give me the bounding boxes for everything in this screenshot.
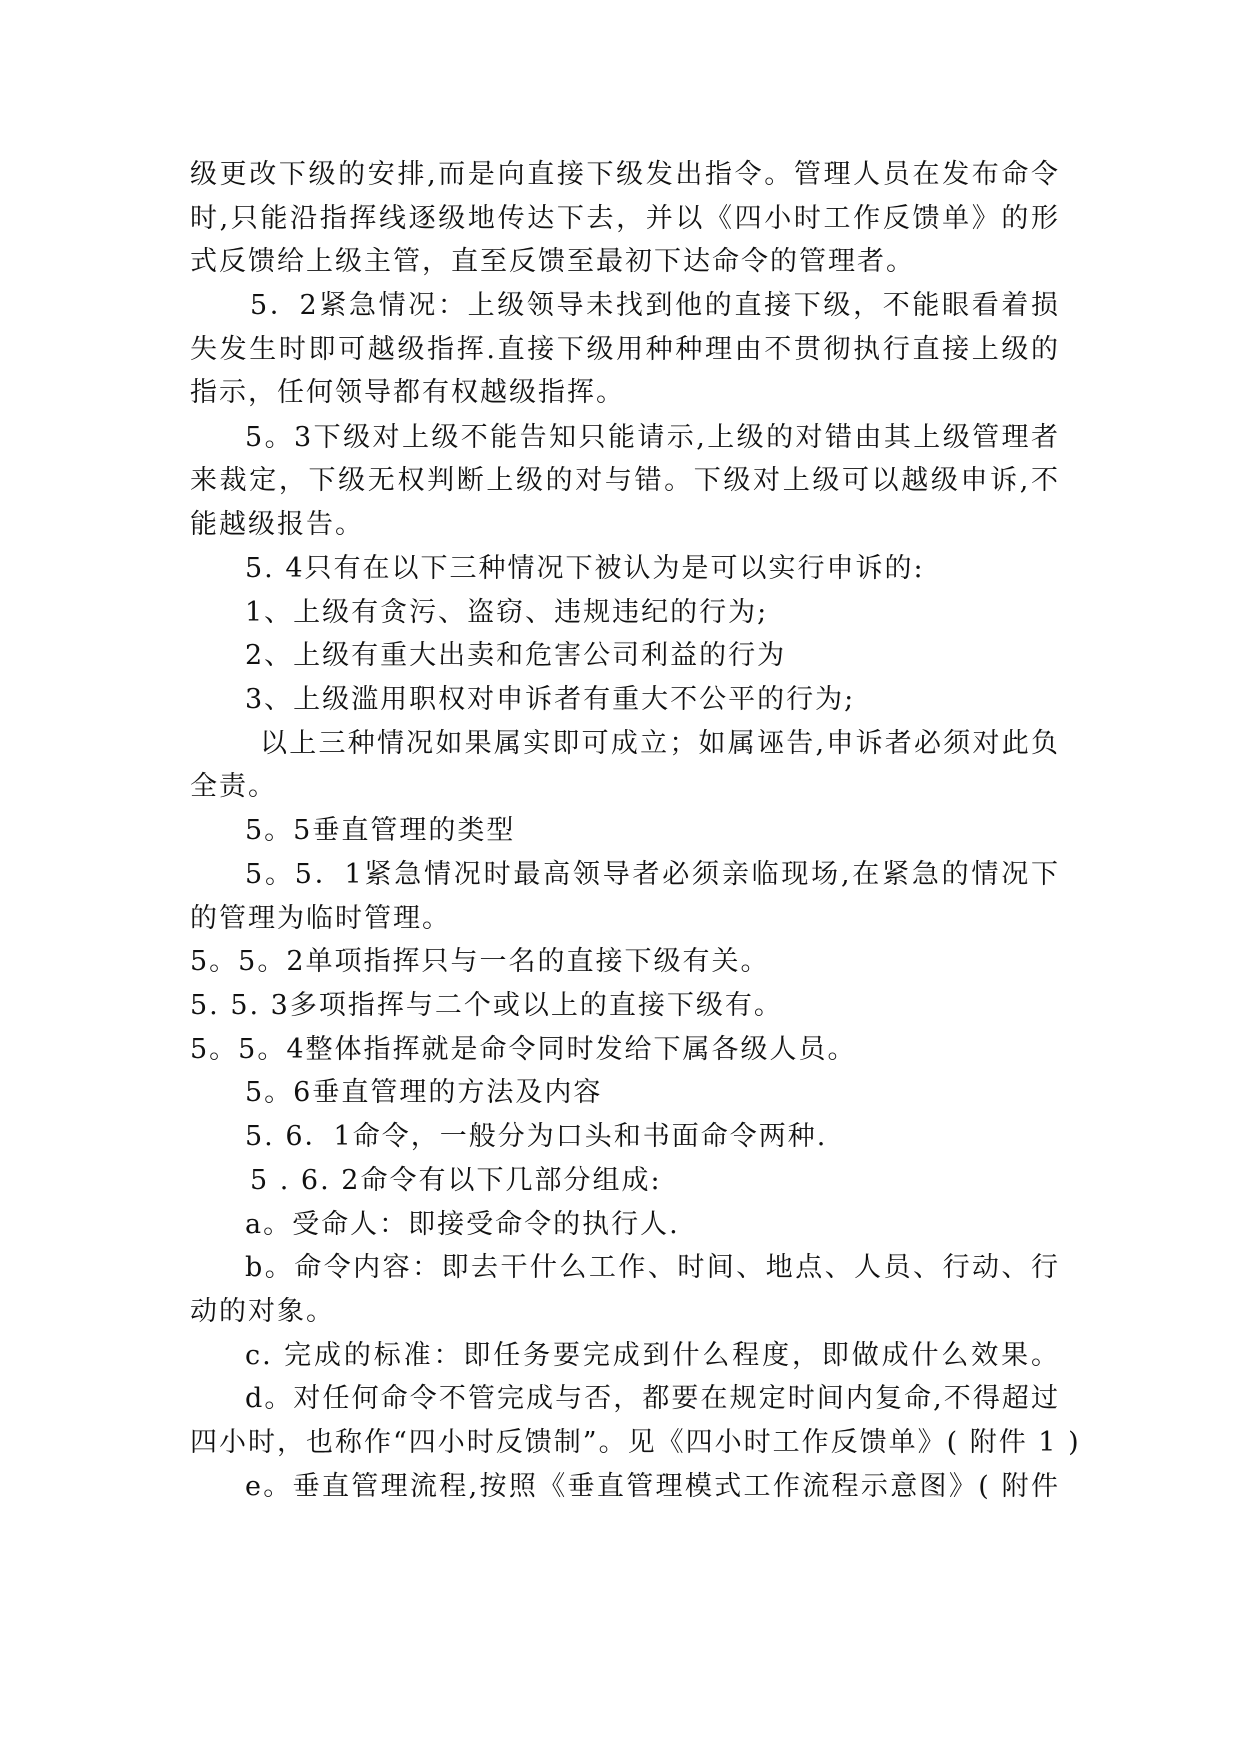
text-line: 动的对象。 (190, 1296, 335, 1327)
text-line: e。垂直管理流程,按照《垂直管理模式工作流程示意图》( 附件 (245, 1471, 1060, 1502)
text-line: 5．2紧急情况：上级领导未找到他的直接下级，不能眼看着损 (250, 290, 1060, 321)
text-line: 级更改下级的安排,而是向直接下级发出指令。管理人员在发布命令 (190, 159, 1060, 190)
text-line: 5. 4只有在以下三种情况下被认为是可以实行申诉的: (245, 553, 925, 584)
text-line: 2、上级有重大出卖和危害公司利益的行为 (245, 640, 787, 671)
text-line: 式反馈给上级主管，直至反馈至最初下达命令的管理者。 (190, 246, 915, 277)
text-line: b。命令内容：即去干什么工作、时间、地点、人员、行动、行 (245, 1252, 1060, 1283)
text-line: a。受命人：即接受命令的执行人. (245, 1209, 680, 1240)
text-line: 5 . 6. 2命令有以下几部分组成: (250, 1165, 662, 1196)
text-line: 时,只能沿指挥线逐级地传达下去，并以《四小时工作反馈单》的形 (190, 203, 1060, 234)
text-line: 5. 5. 3多项指挥与二个或以上的直接下级有。 (190, 990, 783, 1021)
text-line: 5。3下级对上级不能告知只能请示,上级的对错由其上级管理者 (245, 422, 1060, 453)
text-line: 5。5。4整体指挥就是命令同时发给下属各级人员。 (190, 1034, 857, 1065)
text-line: 指示，任何领导都有权越级指挥。 (190, 377, 625, 408)
text-line: c. 完成的标准：即任务要完成到什么程度，即做成什么效果。 (245, 1340, 1060, 1371)
text-line: 的管理为临时管理。 (190, 903, 451, 934)
text-line: 5。5。2单项指挥只与一名的直接下级有关。 (190, 946, 770, 977)
text-line: d。对任何命令不管完成与否，都要在规定时间内复命,不得超过 (245, 1383, 1060, 1414)
text-line: 能越级报告。 (190, 509, 364, 540)
text-line: 3、上级滥用职权对申诉者有重大不公平的行为; (245, 684, 856, 715)
text-line: 来裁定，下级无权判断上级的对与错。下级对上级可以越级申诉,不 (190, 465, 1060, 496)
text-line: 1、上级有贪污、盗窃、违规违纪的行为; (245, 597, 769, 628)
text-line: 5。5．1紧急情况时最高领导者必须亲临现场,在紧急的情况下 (245, 859, 1060, 890)
text-line: 以上三种情况如果属实即可成立；如属诬告,申诉者必须对此负 (260, 728, 1060, 759)
text-line: 5。5垂直管理的类型 (245, 815, 516, 846)
text-line: 全责。 (190, 771, 277, 802)
text-line: 5。6垂直管理的方法及内容 (245, 1077, 603, 1108)
text-line: 失发生时即可越级指挥.直接下级用种种理由不贯彻执行直接上级的 (190, 334, 1060, 365)
text-line: 四小时，也称作“四小时反馈制”。见《四小时工作反馈单》( 附件 1 ) (190, 1427, 1081, 1458)
text-line: 5. 6．1命令，一般分为口头和书面命令两种. (245, 1121, 828, 1152)
